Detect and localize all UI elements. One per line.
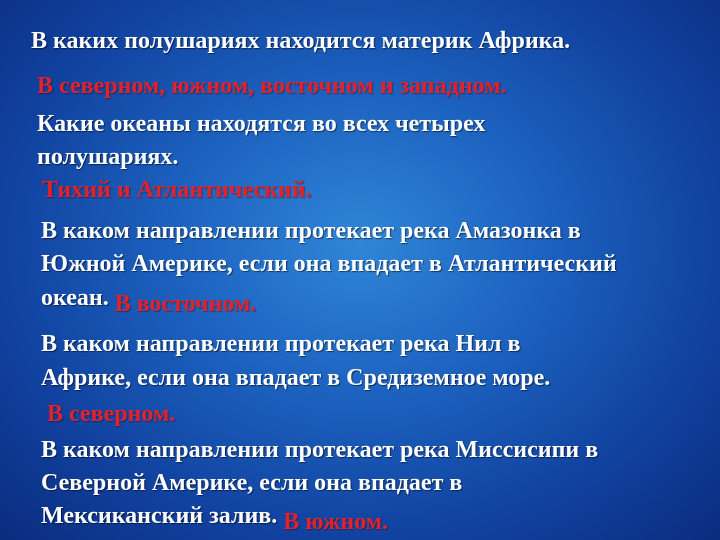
question-2-line-1: Какие океаны находятся во всех четырех [37, 111, 486, 137]
question-3-line-3 [41, 284, 257, 317]
answer-4: В северном. [47, 401, 176, 427]
answer-1: В северном, южном, восточном и западном. [37, 73, 507, 99]
question-3-line-2: Южной Америке, если она впадает в Атлантический [41, 251, 617, 277]
question-5-line-3-text: Мексиканский залив. [41, 503, 278, 529]
answer-2: Тихий и Атлантический. [42, 177, 312, 203]
question-4-line-2: Африке, если она впадает в Средиземное море. [41, 365, 551, 391]
answer-3: В восточном. [114, 291, 257, 317]
question-1: В каких полушариях находится материк Африка. [31, 28, 571, 54]
question-3-line-1: В каком направлении протекает река Амазонка в [41, 218, 581, 244]
question-5-line-3 [41, 502, 389, 535]
question-3-line-3-text: океан. [41, 285, 109, 311]
question-2-line-2: полушариях. [37, 144, 179, 170]
question-4-line-1: В каком направлении протекает река Нил в [41, 331, 521, 357]
answer-5: В южном. [283, 509, 389, 535]
question-5-line-2: Северной Америке, если она впадает в [41, 470, 463, 496]
question-5-line-1: В каком направлении протекает река Миссисипи в [41, 437, 599, 463]
